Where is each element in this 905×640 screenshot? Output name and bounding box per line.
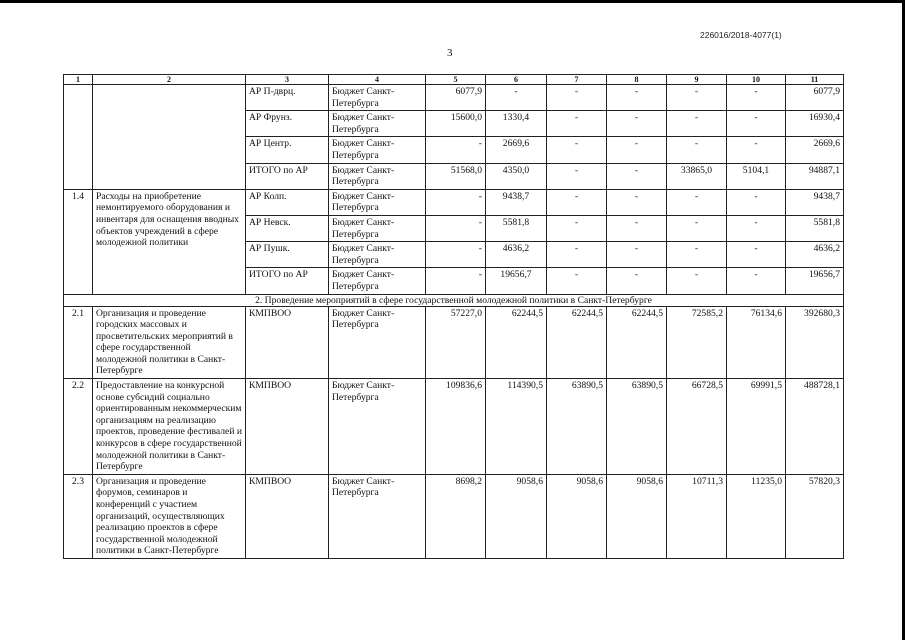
row-number: 2.1 [64,306,93,379]
value-cell: 16930,4 [786,111,844,137]
executor-cell: КМПВОО [246,474,329,558]
funding-source-cell: Бюджет Санкт-Петербурга [329,189,426,215]
value-cell: 4350,0 [486,163,547,189]
funding-source-cell: Бюджет Санкт-Петербурга [329,268,426,294]
executor-cell: АР Колп. [246,189,329,215]
value-cell: 488728,1 [786,379,844,475]
value-cell: 9438,7 [786,189,844,215]
value-cell: - [426,189,486,215]
executor-cell: ИТОГО по АР [246,268,329,294]
funding-source-cell: Бюджет Санкт-Петербурга [329,306,426,379]
funding-source-cell: Бюджет Санкт-Петербурга [329,474,426,558]
row-description: Расходы на приобретение немонтируемого оборудования и инвентаря для оснащения вводных объектов учреждений в сфере молодежной политики [93,189,246,294]
value-cell: 4636,2 [786,242,844,268]
funding-source-cell: Бюджет Санкт-Петербурга [329,242,426,268]
value-cell: - [667,137,727,163]
value-cell: 6077,9 [426,85,486,111]
value-cell: - [547,189,607,215]
value-cell: - [426,268,486,294]
value-cell: 9058,6 [607,474,667,558]
value-cell: - [426,137,486,163]
value-cell: 19656,7 [786,268,844,294]
column-number: 9 [667,75,727,85]
column-number: 10 [727,75,786,85]
table-row [64,85,844,111]
funding-source-cell: Бюджет Санкт-Петербурга [329,85,426,111]
row-description: Предоставление на конкурсной основе субсидий социально ориентированным некоммерческим организациям на реализацию проектов, проведение фестивалей и конкурсов в сфере государственной молодежной политики в Санкт-Петербурге [93,379,246,475]
executor-cell: АР Невск. [246,215,329,241]
executor-cell: ИТОГО по АР [246,163,329,189]
value-cell: 9058,6 [486,474,547,558]
value-cell: - [727,215,786,241]
row-number: 1.4 [64,189,93,294]
executor-cell: КМПВОО [246,379,329,475]
value-cell: - [486,85,547,111]
value-cell: - [607,163,667,189]
row-description: Организация и проведение городских массовых и просветительских мероприятий в сфере государственной молодежной политики в Санкт-Петербурге [93,306,246,379]
value-cell: 76134,6 [727,306,786,379]
column-number: 3 [246,75,329,85]
value-cell: - [547,137,607,163]
value-cell: - [547,268,607,294]
value-cell: - [607,215,667,241]
value-cell: - [426,215,486,241]
value-cell: 62244,5 [607,306,667,379]
executor-cell: АР Пушк. [246,242,329,268]
column-number: 5 [426,75,486,85]
budget-table [63,74,844,559]
value-cell: - [727,268,786,294]
value-cell: 5581,8 [786,215,844,241]
value-cell: 1330,4 [486,111,547,137]
table-row [64,189,844,215]
value-cell: 9438,7 [486,189,547,215]
column-number: 8 [607,75,667,85]
column-number-row [64,75,844,85]
value-cell: 63890,5 [547,379,607,475]
value-cell: - [426,242,486,268]
value-cell: - [547,163,607,189]
funding-source-cell: Бюджет Санкт-Петербурга [329,163,426,189]
value-cell: 72585,2 [667,306,727,379]
value-cell: 2669,6 [786,137,844,163]
row-description [93,85,246,190]
value-cell: 15600,0 [426,111,486,137]
value-cell: 62244,5 [547,306,607,379]
value-cell: 11235,0 [727,474,786,558]
value-cell: - [667,189,727,215]
value-cell: - [667,111,727,137]
value-cell: 10711,3 [667,474,727,558]
value-cell: - [667,242,727,268]
scan-border-top [0,0,905,3]
value-cell: 57820,3 [786,474,844,558]
value-cell: - [607,137,667,163]
value-cell: 5581,8 [486,215,547,241]
value-cell: - [547,215,607,241]
executor-cell: КМПВОО [246,306,329,379]
value-cell: - [667,85,727,111]
value-cell: 6077,9 [786,85,844,111]
value-cell: 63890,5 [607,379,667,475]
page-number: 3 [447,47,453,59]
value-cell: 8698,2 [426,474,486,558]
value-cell: - [547,85,607,111]
section-header-row [64,294,844,306]
document-number: 226016/2018-4077(1) [700,30,782,40]
row-description: Организация и проведение форумов, семинаров и конференций с участием организаций, осуществляющих реализацию проектов в сфере государственной молодежной политики в Санкт-Петербурге [93,474,246,558]
value-cell: - [547,242,607,268]
table-row [64,474,844,558]
value-cell: 69991,5 [727,379,786,475]
value-cell: - [727,189,786,215]
table-row [64,306,844,379]
value-cell: 2669,6 [486,137,547,163]
row-number [64,85,93,190]
value-cell: - [727,85,786,111]
value-cell: - [727,111,786,137]
executor-cell: АР Фрунз. [246,111,329,137]
funding-source-cell: Бюджет Санкт-Петербурга [329,379,426,475]
value-cell: 66728,5 [667,379,727,475]
executor-cell: АР П-дврц. [246,85,329,111]
funding-source-cell: Бюджет Санкт-Петербурга [329,215,426,241]
row-number: 2.3 [64,474,93,558]
value-cell: 33865,0 [667,163,727,189]
column-number: 4 [329,75,426,85]
value-cell: 5104,1 [727,163,786,189]
value-cell: 114390,5 [486,379,547,475]
column-number: 1 [64,75,93,85]
executor-cell: АР Центр. [246,137,329,163]
value-cell: - [607,189,667,215]
column-number: 7 [547,75,607,85]
value-cell: - [607,85,667,111]
funding-source-cell: Бюджет Санкт-Петербурга [329,111,426,137]
value-cell: 109836,6 [426,379,486,475]
value-cell: - [667,268,727,294]
value-cell: 51568,0 [426,163,486,189]
value-cell: 62244,5 [486,306,547,379]
row-number: 2.2 [64,379,93,475]
value-cell: 19656,7 [486,268,547,294]
value-cell: - [607,268,667,294]
column-number: 11 [786,75,844,85]
value-cell: 94887,1 [786,163,844,189]
value-cell: 4636,2 [486,242,547,268]
funding-source-cell: Бюджет Санкт-Петербурга [329,137,426,163]
value-cell: 9058,6 [547,474,607,558]
value-cell: 392680,3 [786,306,844,379]
column-number: 2 [93,75,246,85]
section-title: 2. Проведение мероприятий в сфере государственной молодежной политики в Санкт-Петербурге [64,294,844,306]
table-row [64,379,844,475]
value-cell: - [667,215,727,241]
value-cell: - [727,137,786,163]
value-cell: - [547,111,607,137]
value-cell: - [727,242,786,268]
column-number: 6 [486,75,547,85]
value-cell: - [607,242,667,268]
value-cell: 57227,0 [426,306,486,379]
value-cell: - [607,111,667,137]
